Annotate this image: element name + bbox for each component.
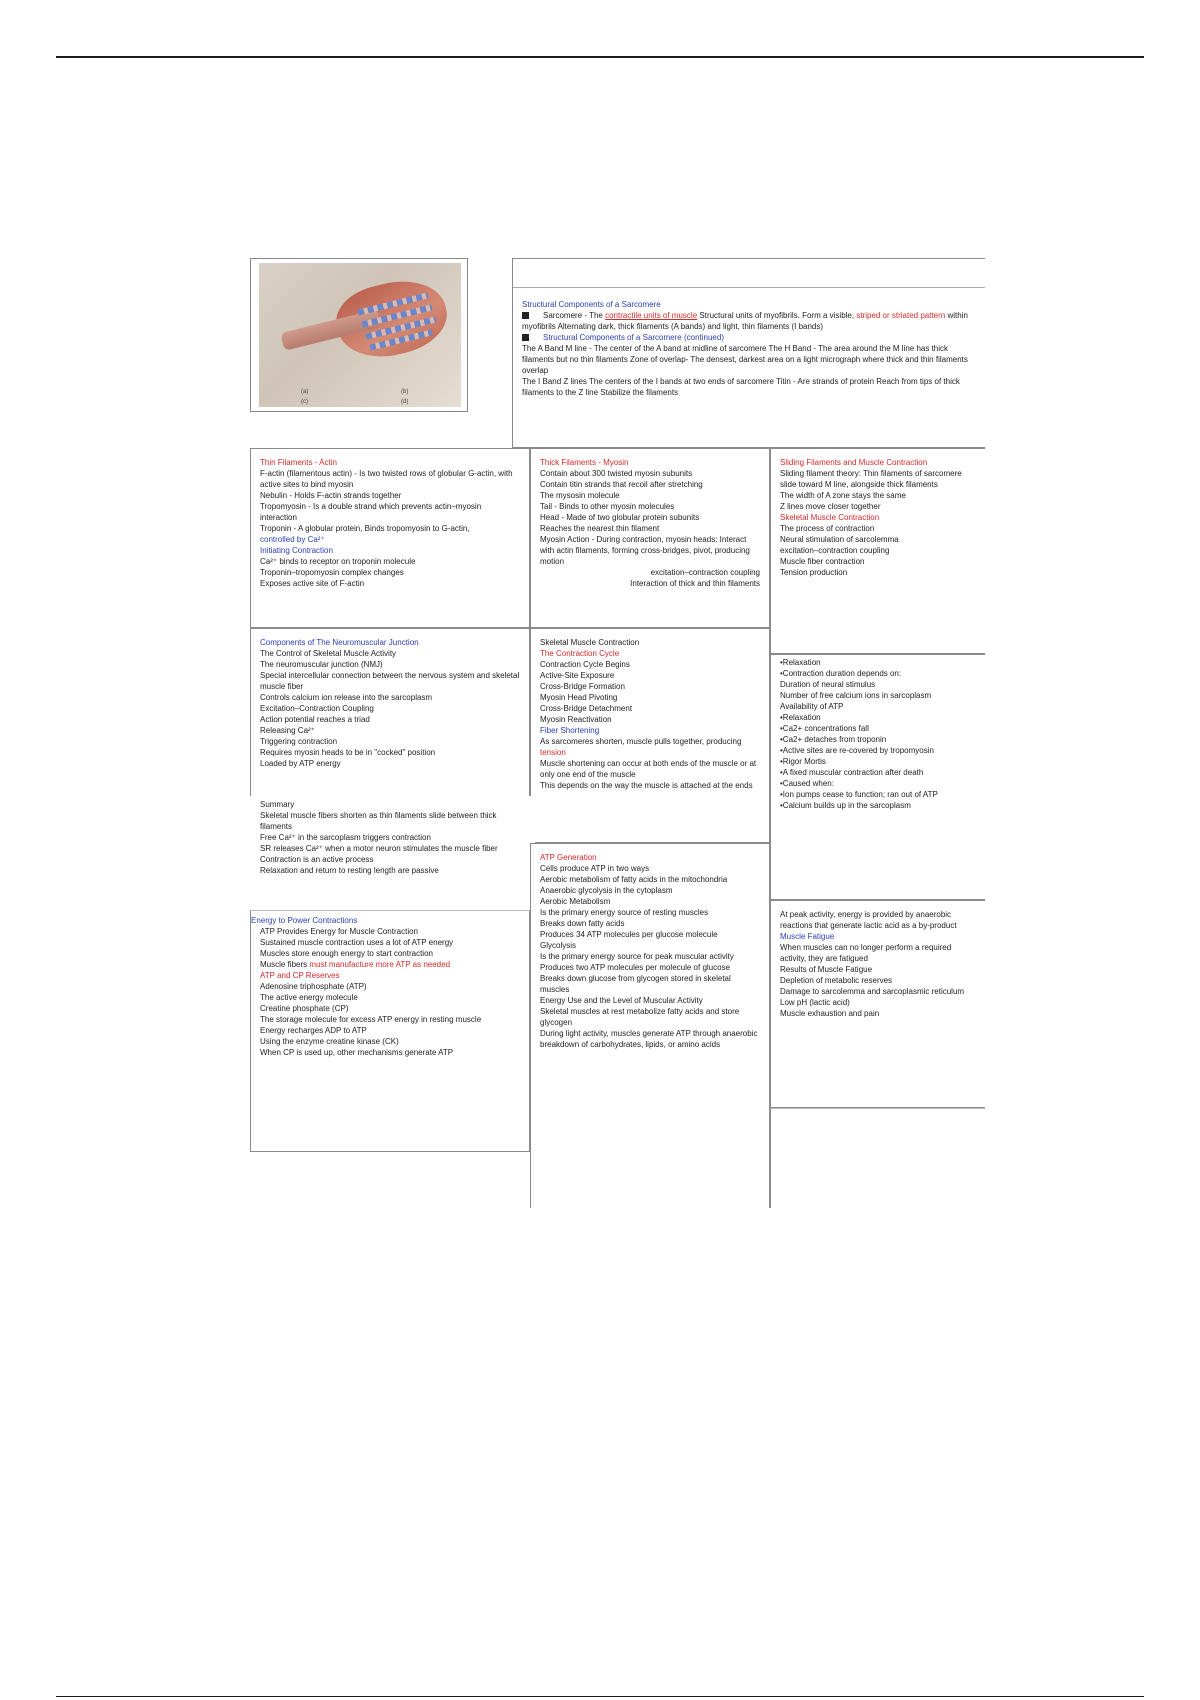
list-item: Contain titin strands that recoil after stretching	[540, 480, 703, 489]
list-item: •Ion pumps cease to function; ran out of ATP	[780, 790, 938, 799]
list-item: Muscle shortening can occur at both ends of the muscle or at only one end of the muscle	[540, 759, 757, 779]
paragraph: The I Band Z lines The centers of the I bands at two ends of sarcomere Titin - Are strands of protein Reach from tips of thick filaments to the Z line Stabilize the filaments	[522, 377, 960, 397]
list-item: The neuromuscular junction (NMJ)	[260, 660, 383, 669]
sarcomere-section	[512, 258, 985, 448]
list-item: Cells produce ATP in two ways	[540, 864, 650, 873]
list-item: Z lines move closer together	[780, 502, 881, 511]
summary-section	[250, 796, 535, 906]
section-subtitle: Initiating Contraction	[260, 546, 333, 555]
list-item: Muscles store enough energy to start contraction	[260, 949, 433, 958]
list-item: Troponin - A globular protein, Binds tropomyosin to G-actin,	[260, 524, 470, 533]
list-item: Tropomyosin - Is a double strand which prevents actin–myosin interaction	[260, 502, 482, 522]
relaxation-section	[770, 654, 985, 900]
list-item: Is the primary energy source for peak muscular activity	[540, 952, 734, 961]
section-subtitle: Skeletal Muscle Contraction	[780, 513, 880, 522]
list-item: Muscle fiber contraction	[780, 557, 865, 566]
list-item: Action potential reaches a triad	[260, 715, 370, 724]
list-item: Loaded by ATP energy	[260, 759, 341, 768]
section-subtitle: ATP and CP Reserves	[260, 971, 340, 980]
text-run: within myofibrils Alternating dark, thick filaments (A bands) and light, thin filaments (I bands)	[522, 311, 968, 331]
list-item: •Rigor Mortis	[780, 757, 826, 766]
list-item: Ca²⁺ binds to receptor on troponin molecule	[260, 557, 416, 566]
energy-section	[250, 910, 530, 1152]
list-item: The storage molecule for excess ATP energy in resting muscle	[260, 1015, 482, 1024]
list-item: Breaks down fatty acids	[540, 919, 625, 928]
list-item: Neural stimulation of sarcolemma	[780, 535, 899, 544]
section-title: Muscle Fatigue	[780, 932, 835, 941]
list-item: SR releases Ca²⁺ when a motor neuron stimulates the muscle fiber	[260, 844, 498, 853]
list-item: Relaxation and return to resting length are passive	[260, 866, 439, 875]
list-item: The process of contraction	[780, 524, 875, 533]
highlight-text: controlled by Ca²⁺	[260, 535, 325, 544]
list-item: Requires myosin heads to be in "cocked" position	[260, 748, 436, 757]
list-item: Triggering contraction	[260, 737, 338, 746]
list-item: Aerobic Metabolism	[540, 897, 611, 906]
thick-filaments-section	[530, 448, 770, 628]
text-run: Sarcomere - The	[543, 311, 606, 320]
section-title: Summary	[260, 800, 295, 809]
header-rule	[56, 56, 1144, 58]
list-item: Contain about 300 twisted myosin subunits	[540, 469, 693, 478]
paragraph: The A Band M line - The center of the A band at midline of sarcomere The H Band - The area around the M line has thick filaments but no thin filaments Zone of overlap- The densest, darkest area on a light micrograph where thick and thin filaments overlap	[522, 344, 968, 375]
figure-label: (d)	[401, 399, 409, 405]
figure-label: (a)	[301, 389, 309, 395]
footer-rule	[56, 1696, 1144, 1697]
list-item: Duration of neural stimulus	[780, 680, 876, 689]
muscle-fatigue-section	[770, 900, 985, 1108]
list-item: As sarcomeres shorten, muscle pulls together, producing	[540, 737, 742, 746]
list-item: Adenosine triphosphate (ATP)	[260, 982, 367, 991]
list-item: excitation–contraction coupling	[780, 546, 890, 555]
list-item: Muscle exhaustion and pain	[780, 1009, 880, 1018]
atp-generation-section	[530, 843, 770, 1208]
section-title: Sliding Filaments and Muscle Contraction	[780, 458, 928, 467]
list-item: Produces two ATP molecules per molecule of glucose	[540, 963, 731, 972]
list-item: •Caused when:	[780, 779, 834, 788]
list-item: Active-Site Exposure	[540, 671, 615, 680]
list-item: Releasing Ca²⁺	[260, 726, 315, 735]
list-item: Availability of ATP	[780, 702, 844, 711]
list-item: •Relaxation	[780, 658, 821, 667]
list-item: Troponin–tropomyosin complex changes	[260, 568, 404, 577]
list-item: Contraction is an active process	[260, 855, 374, 864]
thin-filaments-section	[250, 448, 530, 628]
list-item: This depends on the way the muscle is attached at the ends	[540, 781, 753, 790]
list-item: Tail - Binds to other myosin molecules	[540, 502, 675, 511]
list-item: Sliding filament theory: Thin filaments of sarcomere slide toward M line, alongside thick filaments	[780, 469, 962, 489]
list-item: ATP Provides Energy for Muscle Contraction	[260, 927, 418, 936]
list-item: Head - Made of two globular protein subunits	[540, 513, 700, 522]
list-item: Using the enzyme creatine kinase (CK)	[260, 1037, 399, 1046]
list-item: •A fixed muscular contraction after death	[780, 768, 924, 777]
list-item: Skeletal muscles at rest metabolize fatty acids and store glycogen	[540, 1007, 740, 1027]
contraction-cycle-section	[530, 628, 770, 843]
list-item: Controls calcium ion release into the sarcoplasm	[260, 693, 433, 702]
section-title: Energy to Power Contractions	[251, 916, 358, 925]
list-item: Produces 34 ATP molecules per glucose molecule	[540, 930, 718, 939]
list-item: Excitation–Contraction Coupling	[260, 704, 374, 713]
list-item: F-actin (filamentous actin) - Is two twisted rows of globular G-actin, with active sites to bind myosin	[260, 469, 513, 489]
sarcomere-figure	[250, 258, 468, 412]
bullet-icon	[522, 334, 529, 341]
highlight-text: tension	[540, 748, 566, 757]
section-title: Components of The Neuromuscular Junction	[260, 638, 419, 647]
section-title: ATP Generation	[540, 853, 597, 862]
sliding-filaments-section	[770, 448, 985, 654]
list-item: Energy Use and the Level of Muscular Activity	[540, 996, 703, 1005]
list-item: Myosin Action - During contraction, myosin heads: Interact with actin filaments, forming cross-bridges, pivot, producing motion	[540, 535, 750, 566]
figure-label: (c)	[301, 399, 308, 405]
list-item: Is the primary energy source of resting muscles	[540, 908, 709, 917]
figure-label: (b)	[401, 389, 409, 395]
list-item: Sustained muscle contraction uses a lot of ATP energy	[260, 938, 454, 947]
section-title: Structural Components of a Sarcomere	[522, 300, 661, 309]
list-item: Aerobic metabolism of fatty acids in the mitochondria Anaerobic glycolysis in the cytoplasm	[540, 875, 728, 895]
list-item: Low pH (lactic acid)	[780, 998, 850, 1007]
list-item: •Calcium builds up in the sarcoplasm	[780, 801, 911, 810]
list-item: Glycolysis	[540, 941, 577, 950]
figure-photo	[259, 263, 461, 407]
highlight-text: must manufacture more ATP as needed	[309, 960, 451, 969]
list-item: The mysosin molecule	[540, 491, 620, 500]
section-subtitle: Structural Components of a Sarcomere (continued)	[543, 333, 724, 342]
list-item: Results of Muscle Fatigue	[780, 965, 873, 974]
list-item: Cross-Bridge Detachment	[540, 704, 633, 713]
section-heading: Skeletal Muscle Contraction	[540, 638, 640, 647]
list-item: Interaction of thick and thin filaments	[630, 579, 760, 588]
text-run: Structural units of myofibrils. Form a visible,	[697, 311, 857, 320]
list-item: When muscles can no longer perform a required activity, they are fatigued	[780, 943, 952, 963]
list-item: excitation–contraction coupling	[650, 568, 760, 577]
section-header-line	[513, 259, 985, 288]
list-item: Number of free calcium ions in sarcoplasm	[780, 691, 932, 700]
list-item: Damage to sarcolemma and sarcoplasmic reticulum	[780, 987, 965, 996]
neuromuscular-junction-section	[250, 628, 530, 800]
list-item: Energy recharges ADP to ATP	[260, 1026, 367, 1035]
text-run: Muscle fibers	[260, 960, 310, 969]
list-item: The width of A zone stays the same	[780, 491, 906, 500]
list-item: Skeletal muscle fibers shorten as thin filaments slide between thick filaments	[260, 811, 497, 831]
list-item: Myosin Head Pivoting	[540, 693, 618, 702]
list-item: During light activity, muscles generate ATP through anaerobic breakdown of carbohydrates, lipids, or amino acids	[540, 1029, 758, 1049]
section-title: Thin Filaments - Actin	[260, 458, 337, 467]
list-item: Creatine phosphate (CP)	[260, 1004, 349, 1013]
list-item: Myosin Reactivation	[540, 715, 612, 724]
list-item: When CP is used up, other mechanisms generate ATP	[260, 1048, 454, 1057]
list-item: Nebulin - Holds F-actin strands together	[260, 491, 402, 500]
list-item: Special intercellular connection between the nervous system and skeletal muscle fiber	[260, 671, 520, 691]
list-item: •Contraction duration depends on:	[780, 669, 902, 678]
list-item: Free Ca²⁺ in the sarcoplasm triggers contraction	[260, 833, 431, 842]
section-title: Thick Filaments - Myosin	[540, 458, 629, 467]
list-item: At peak activity, energy is provided by anaerobic reactions that generate lactic acid as a by-product	[780, 910, 957, 930]
list-item: Contraction Cycle Begins	[540, 660, 630, 669]
section-title: The Contraction Cycle	[540, 649, 620, 658]
list-item: •Relaxation	[780, 713, 821, 722]
list-item: The Control of Skeletal Muscle Activity	[260, 649, 397, 658]
list-item: The active energy molecule	[260, 993, 358, 1002]
list-item: •Ca2+ concentrations fall	[780, 724, 869, 733]
inline-link[interactable]: contractile units of muscle	[605, 311, 698, 320]
list-item: •Ca2+ detaches from troponin	[780, 735, 887, 744]
empty-cell	[770, 1108, 985, 1208]
list-item: Depletion of metabolic reserves	[780, 976, 893, 985]
list-item: Exposes active site of F-actin	[260, 579, 365, 588]
list-item: Reaches the nearest thin filament	[540, 524, 660, 533]
notes-sheet	[250, 258, 985, 1208]
list-item: •Active sites are re-covered by tropomyosin	[780, 746, 934, 755]
highlight-text: striped or striated pattern	[856, 311, 946, 320]
bullet-icon	[522, 312, 529, 319]
section-subtitle: Fiber Shortening	[540, 726, 600, 735]
list-item: Breaks down glucose from glycogen stored in skeletal muscles	[540, 974, 731, 994]
list-item: Tension production	[780, 568, 848, 577]
list-item: Cross-Bridge Formation	[540, 682, 625, 691]
